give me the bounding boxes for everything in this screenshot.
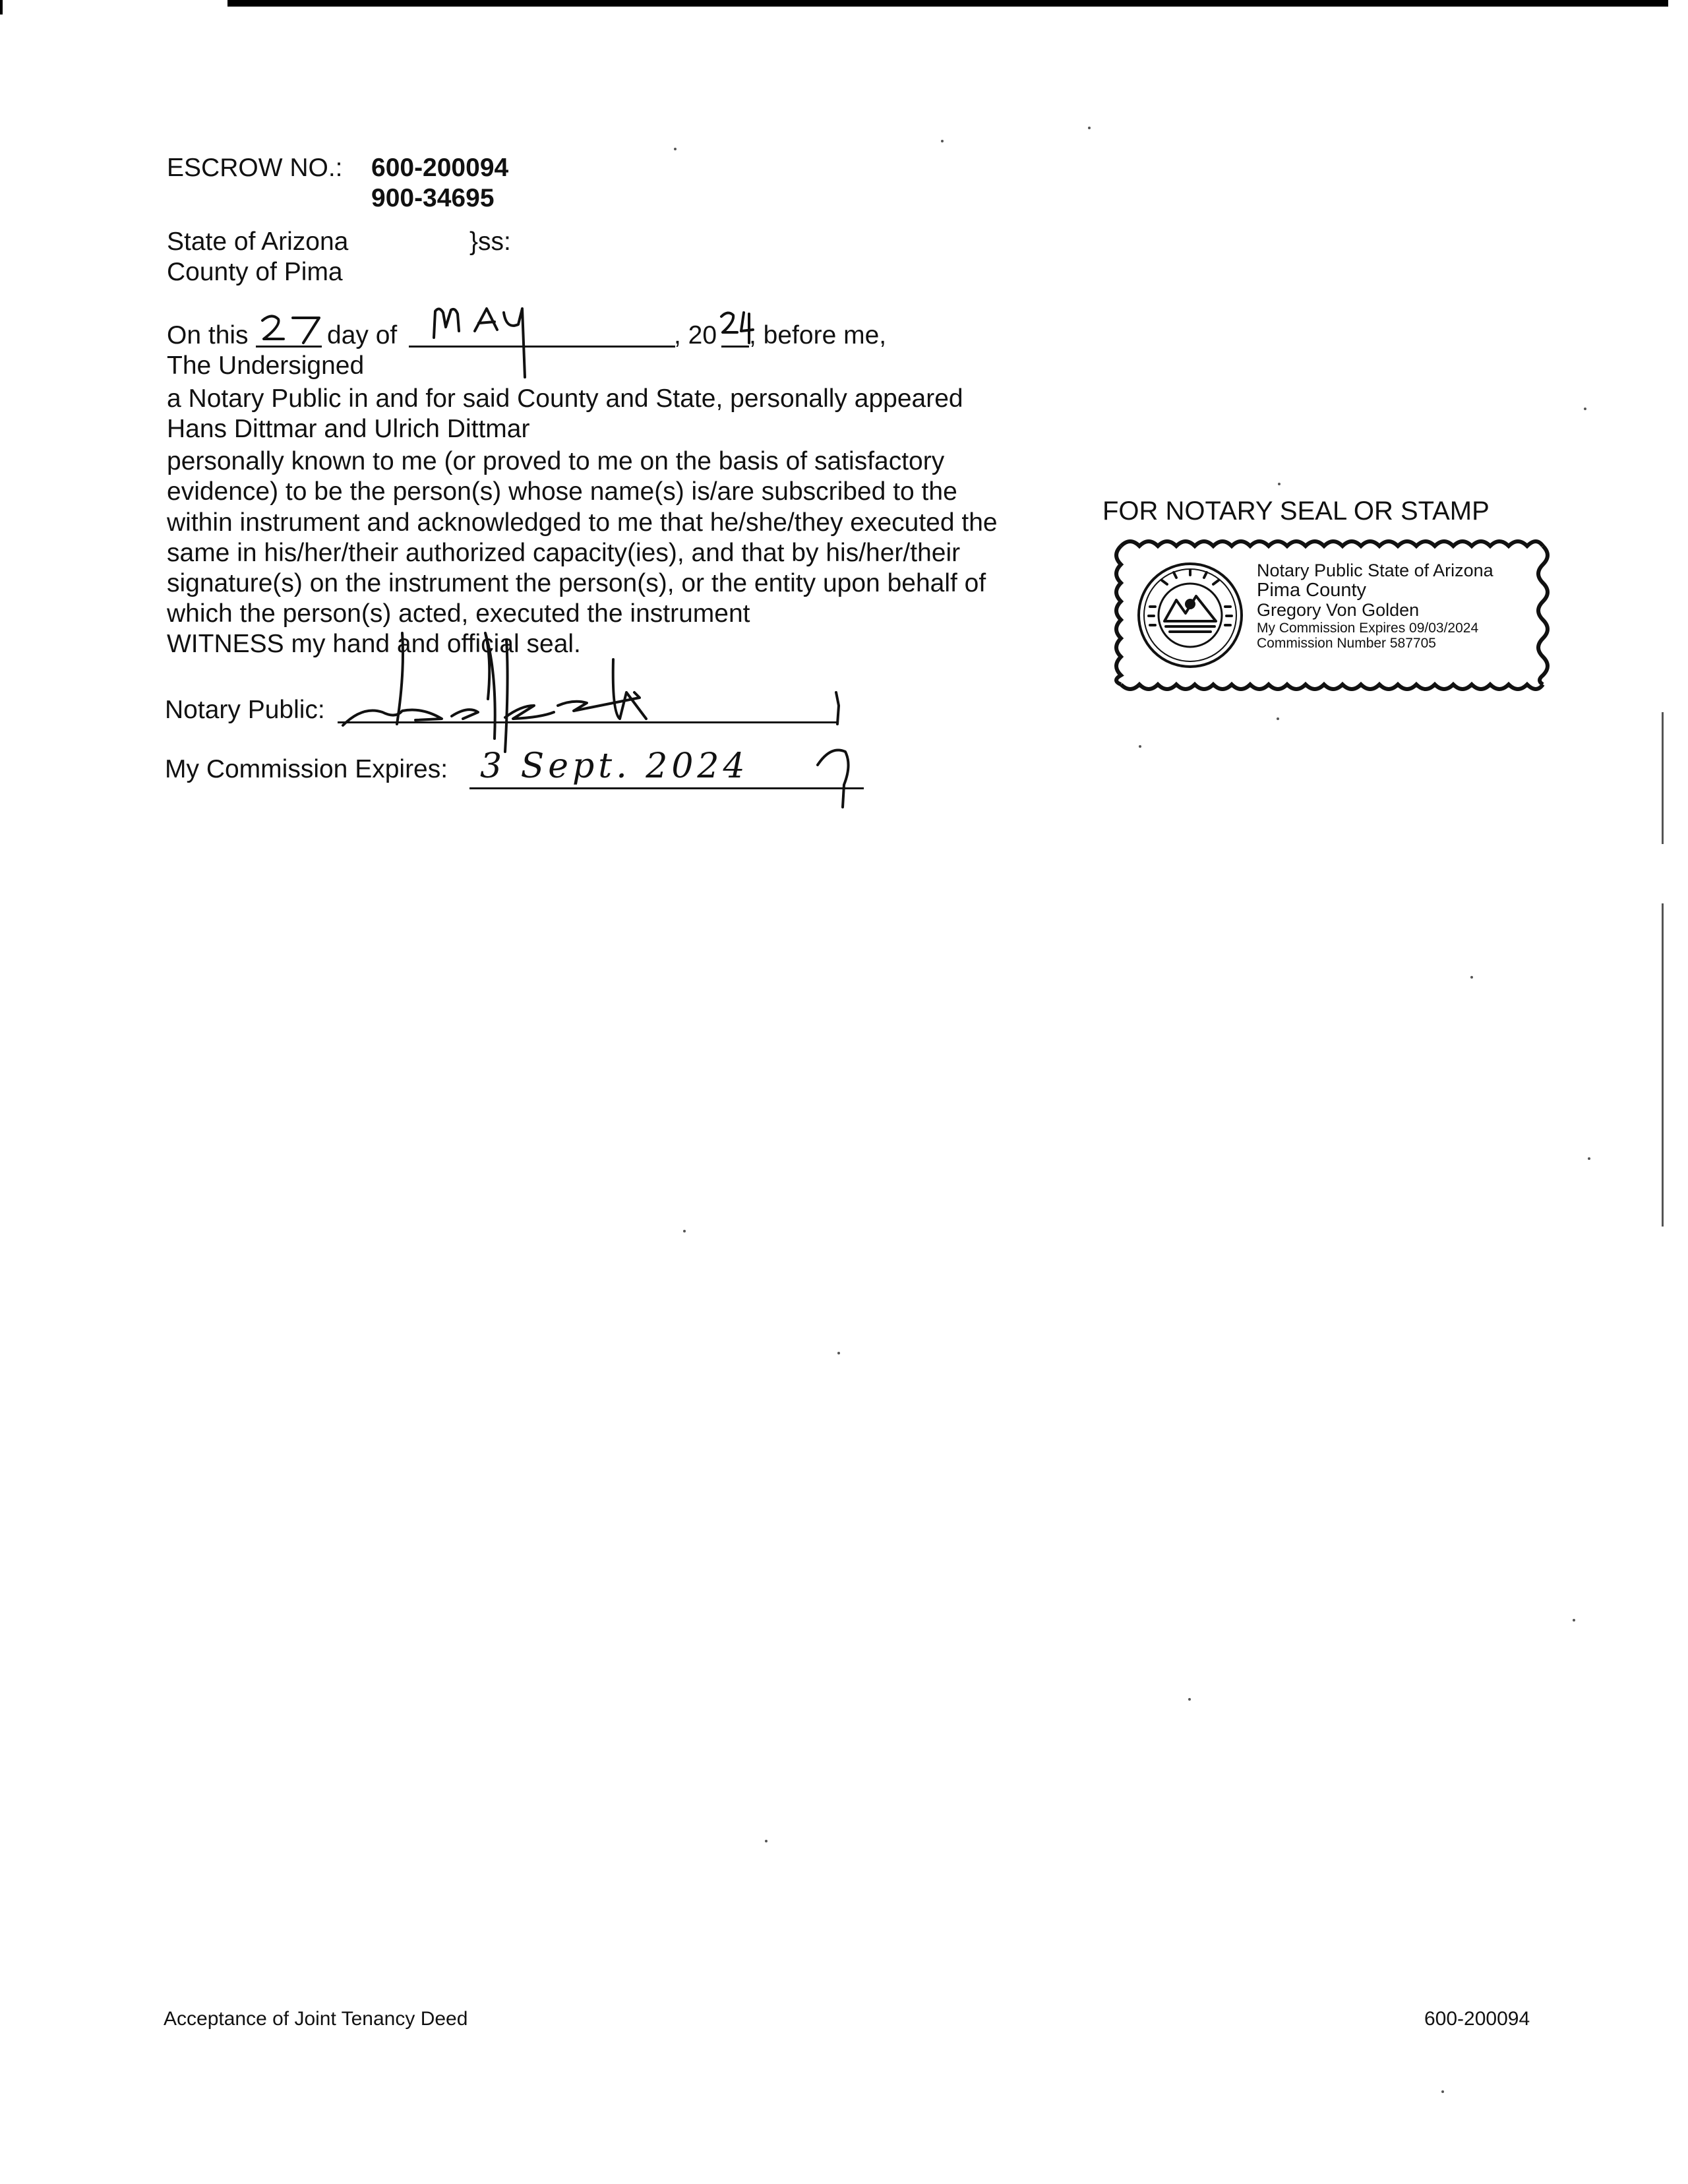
acknowledgment-body-line: same in his/her/their authorized capacity(ies), and that by his/her/their xyxy=(167,539,961,567)
scan-speck xyxy=(1188,1698,1191,1701)
scan-speck xyxy=(1573,1619,1575,1622)
seal-heading: FOR NOTARY SEAL OR STAMP xyxy=(1102,497,1490,526)
before-me-text: , before me, xyxy=(749,321,887,349)
appearing-parties: Hans Dittmar and Ulrich Dittmar xyxy=(167,415,530,443)
handwritten-day xyxy=(258,311,324,348)
stamp-line-expiration: My Commission Expires 09/03/2024 xyxy=(1257,621,1479,636)
acknowledgment-body-line: within instrument and acknowledged to me that he/she/they executed the xyxy=(167,508,998,537)
handwritten-month xyxy=(429,303,560,382)
commission-expires-value: 3 Sept. 2024 xyxy=(480,746,749,786)
notary-stamp-text xyxy=(1257,562,1493,650)
scan-speck xyxy=(941,140,944,142)
acknowledgment-body-line: personally known to me (or proved to me on the basis of satisfactory xyxy=(167,447,945,475)
stamp-line-title: Notary Public State of Arizona xyxy=(1257,561,1493,580)
scan-edge-line xyxy=(1662,712,1664,844)
day-of-text: day of xyxy=(327,321,398,349)
scan-speck xyxy=(1470,976,1473,979)
scan-speck xyxy=(1588,1157,1590,1160)
scan-speck xyxy=(674,148,677,150)
scan-speck xyxy=(1584,408,1586,410)
acknowledgment-body-line: signature(s) on the instrument the person(s), or the entity upon behalf of xyxy=(167,569,986,597)
notary-title-text: The Undersigned xyxy=(167,351,365,380)
scan-speck xyxy=(1441,2090,1444,2093)
on-this-text: On this xyxy=(167,321,249,349)
stamp-line-notary-name: Gregory Von Golden xyxy=(1257,600,1420,620)
scan-speck xyxy=(683,1230,686,1232)
arizona-state-seal-emblem xyxy=(1135,561,1245,670)
escrow-label: ESCROW NO.: xyxy=(167,154,343,182)
scan-edge-mark xyxy=(0,0,3,15)
footer-escrow-number: 600-200094 xyxy=(1424,2008,1530,2030)
scan-speck xyxy=(1139,745,1141,748)
scan-speck xyxy=(1277,717,1279,720)
escrow-number-primary: 600-200094 xyxy=(371,154,509,182)
venue-state: State of Arizona xyxy=(167,228,349,256)
scan-speck xyxy=(1278,483,1281,485)
escrow-number-secondary: 900-34695 xyxy=(371,184,495,212)
commission-expires-flourish xyxy=(804,739,864,811)
stamp-line-commission-number: Commission Number 587705 xyxy=(1257,636,1436,651)
scan-speck xyxy=(765,1840,768,1842)
stamp-line-county: Pima County xyxy=(1257,580,1367,601)
notary-public-label: Notary Public: xyxy=(165,696,325,724)
acknowledgment-body-line: which the person(s) acted, executed the instrument xyxy=(167,599,750,628)
acknowledgment-body-line: evidence) to be the person(s) whose name(s) is/are subscribed to the xyxy=(167,477,957,506)
notary-capacity-text: a Notary Public in and for said County and State, personally appeared xyxy=(167,384,963,413)
top-border-rule xyxy=(227,0,1668,7)
venue-county: County of Pima xyxy=(167,258,343,286)
footer-document-title: Acceptance of Joint Tenancy Deed xyxy=(164,2008,468,2030)
venue-ss: }ss: xyxy=(469,228,511,256)
scan-edge-line xyxy=(1662,903,1664,1227)
scan-speck xyxy=(837,1352,840,1354)
scan-speck xyxy=(1088,127,1091,129)
commission-expires-label: My Commission Expires: xyxy=(165,755,448,783)
witness-clause: WITNESS my hand and official seal. xyxy=(167,630,581,658)
year-prefix-text: , 20 xyxy=(674,321,717,349)
